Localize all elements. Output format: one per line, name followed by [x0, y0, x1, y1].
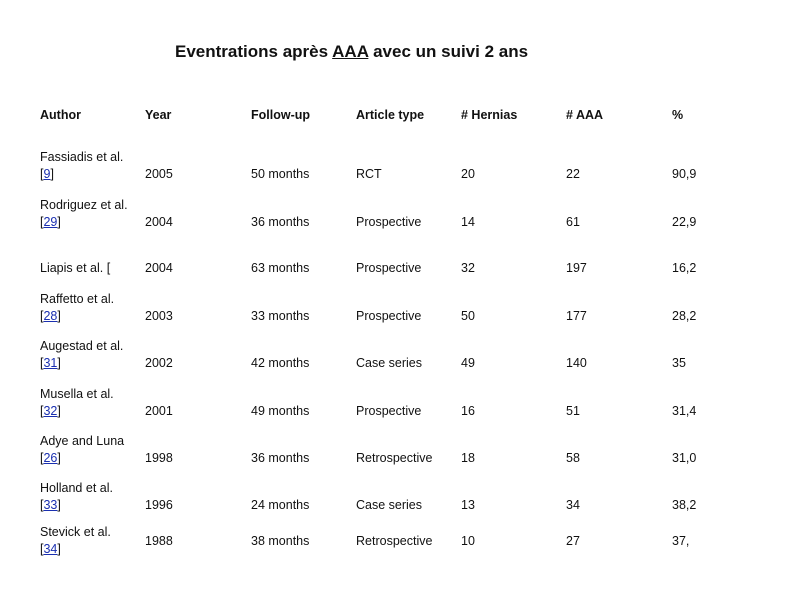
cell-hernias: 49	[461, 356, 475, 370]
cell-year: 2001	[145, 404, 173, 418]
author-name: Liapis et al. [	[40, 261, 111, 275]
cell-year: 2002	[145, 356, 173, 370]
cell-hernias: 14	[461, 215, 475, 229]
cell-year: 1998	[145, 451, 173, 465]
cell-article-type: Prospective	[356, 261, 422, 275]
header-followup: Follow-up	[251, 108, 311, 122]
author-name: Holland et al.	[40, 481, 113, 495]
cell-hernias: 32	[461, 261, 475, 275]
table-header	[0, 108, 800, 126]
reference-bracket: ]	[57, 498, 61, 512]
cell-percent: 28,2	[672, 309, 697, 323]
cell-followup: 49 months	[251, 404, 310, 418]
cell-followup: 36 months	[251, 451, 310, 465]
cell-aaa-count: 177	[566, 309, 587, 323]
cell-article-type: Retrospective	[356, 534, 433, 548]
author-reference	[40, 498, 61, 512]
cell-article-type: Prospective	[356, 309, 422, 323]
cell-percent: 22,9	[672, 215, 697, 229]
cell-article-type: Prospective	[356, 404, 422, 418]
header-author: Author	[40, 108, 81, 122]
reference-link[interactable]: 9	[43, 167, 51, 181]
cell-followup: 24 months	[251, 498, 310, 512]
cell-article-type: RCT	[356, 167, 382, 181]
author-reference	[40, 309, 61, 323]
reference-link[interactable]: 31	[43, 356, 58, 370]
cell-year: 2003	[145, 309, 173, 323]
reference-bracket: ]	[57, 542, 61, 556]
cell-aaa-count: 140	[566, 356, 587, 370]
cell-percent: 38,2	[672, 498, 697, 512]
cell-followup: 42 months	[251, 356, 310, 370]
reference-bracket: ]	[57, 309, 61, 323]
page-title	[175, 42, 528, 62]
cell-percent: 31,4	[672, 404, 697, 418]
author-name: Stevick et al.	[40, 525, 111, 539]
cell-aaa-count: 27	[566, 534, 580, 548]
cell-year: 1996	[145, 498, 173, 512]
reference-bracket: [	[40, 215, 44, 229]
cell-article-type: Case series	[356, 356, 422, 370]
cell-aaa-count: 61	[566, 215, 580, 229]
reference-bracket: [	[40, 542, 44, 556]
cell-followup: 36 months	[251, 215, 310, 229]
cell-year: 2004	[145, 215, 173, 229]
reference-bracket: [	[40, 451, 44, 465]
author-reference	[40, 167, 54, 181]
reference-bracket: ]	[57, 404, 61, 418]
cell-percent: 90,9	[672, 167, 697, 181]
author-name: Augestad et al.	[40, 339, 124, 353]
reference-link[interactable]: 32	[43, 404, 58, 418]
header-hernias: # Hernias	[461, 108, 518, 122]
title-prefix: Eventrations après	[175, 42, 333, 61]
title-abbr: AAA	[332, 42, 369, 61]
cell-aaa-count: 197	[566, 261, 587, 275]
reference-bracket: ]	[57, 356, 61, 370]
cell-article-type: Retrospective	[356, 451, 433, 465]
cell-percent: 31,0	[672, 451, 697, 465]
cell-followup: 38 months	[251, 534, 310, 548]
reference-link[interactable]: 28	[43, 309, 58, 323]
reference-bracket: [	[40, 404, 44, 418]
reference-link[interactable]: 29	[43, 215, 58, 229]
cell-hernias: 18	[461, 451, 475, 465]
author-name: Fassiadis et al.	[40, 150, 124, 164]
cell-hernias: 13	[461, 498, 475, 512]
reference-bracket: ]	[57, 215, 61, 229]
author-name: Musella et al.	[40, 387, 114, 401]
cell-article-type: Prospective	[356, 215, 422, 229]
cell-followup: 63 months	[251, 261, 310, 275]
reference-link[interactable]: 33	[43, 498, 58, 512]
cell-hernias: 16	[461, 404, 475, 418]
reference-bracket: ]	[50, 167, 54, 181]
cell-percent: 35	[672, 356, 686, 370]
cell-aaa-count: 58	[566, 451, 580, 465]
cell-followup: 50 months	[251, 167, 310, 181]
cell-hernias: 10	[461, 534, 475, 548]
reference-bracket: [	[40, 498, 44, 512]
reference-bracket: [	[40, 167, 44, 181]
author-reference	[40, 542, 61, 556]
reference-link[interactable]: 34	[43, 542, 58, 556]
reference-bracket: ]	[57, 451, 61, 465]
author-name: Adye and Luna	[40, 434, 125, 448]
cell-percent: 16,2	[672, 261, 697, 275]
cell-aaa-count: 51	[566, 404, 580, 418]
cell-year: 1988	[145, 534, 173, 548]
cell-aaa-count: 34	[566, 498, 580, 512]
author-reference	[40, 404, 61, 418]
reference-bracket: [	[40, 356, 44, 370]
cell-followup: 33 months	[251, 309, 310, 323]
cell-year: 2005	[145, 167, 173, 181]
author-name: Raffetto et al.	[40, 292, 115, 306]
cell-hernias: 50	[461, 309, 475, 323]
cell-hernias: 20	[461, 167, 475, 181]
cell-year: 2004	[145, 261, 173, 275]
cell-aaa-count: 22	[566, 167, 580, 181]
reference-bracket: [	[40, 309, 44, 323]
header-percent: %	[672, 108, 684, 122]
cell-percent: 37,	[672, 534, 690, 548]
cell-article-type: Case series	[356, 498, 422, 512]
author-name: Rodriguez et al.	[40, 198, 128, 212]
header-article-type: Article type	[356, 108, 425, 122]
reference-link[interactable]: 26	[43, 451, 58, 465]
author-reference	[40, 356, 61, 370]
header-year: Year	[145, 108, 172, 122]
header-aaa: # AAA	[566, 108, 604, 122]
author-reference	[40, 215, 61, 229]
author-reference	[40, 451, 61, 465]
title-suffix: avec un suivi 2 ans	[368, 42, 529, 61]
